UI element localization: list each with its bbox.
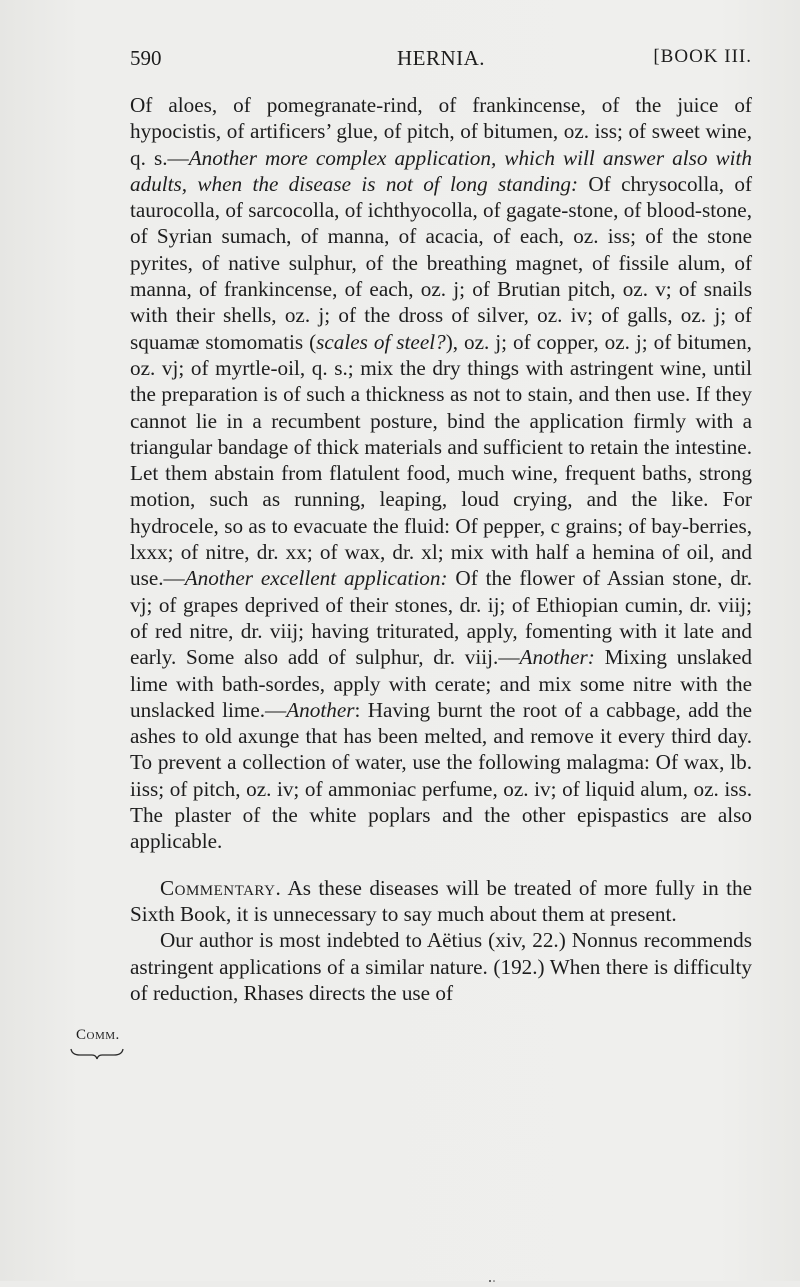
- italic-run: Another: [286, 697, 355, 722]
- commentary-text: As these diseases will be treated of more fully in the Sixth Book, it is unnecessary to say much about them at present.: [130, 875, 752, 926]
- paragraph-sources: Our author is most indebted to Aëtius (xiv, 22.) Nonnus recommends astringent applications of a similar nature. (192.) When there is difficulty of reduction, Rhases directs the use of: [130, 928, 752, 1005]
- running-header: [130, 46, 752, 76]
- margin-brace-icon: [70, 1046, 124, 1060]
- text-run: ), oz. j; of copper, oz. j; of bitumen, oz. vj; of myrtle-oil, q. s.; mix the dry things with astringent wine, until the preparation is of such a thickness as not to stain, and then use. If they cannot lie in a recumbent posture, bind the application firmly with a triangular bandage of thick materials and sufficient to retain the intestine. Let them abstain from flatulent food, much wine, frequent baths, strong motion, such as running, leaping, loud crying, and the like. For hydrocele, so as to evacuate the fluid: Of pepper, c grains; of bay-berries, lxxx; of nitre, dr. xx; of wax, dr. xl; mix with half a hemina of oil, and use.—: [130, 329, 752, 591]
- running-title: HERNIA.: [396, 46, 486, 70]
- text-run: Mixing unslaked lime with bath-sordes, apply with cerate; and mix some nitre with the unslacked lime.—: [130, 645, 753, 722]
- margin-note-comm: Comm.: [76, 1027, 120, 1043]
- main-text: [130, 92, 752, 1006]
- text-run: Of aloes, of pomegranate-rind, of frankincense, of the juice of hypocistis, of artificers’ glue, of pitch, of bitumen, oz. iss; of sweet wine, q. s.—: [130, 93, 752, 170]
- italic-run: scales of steel?: [316, 329, 446, 354]
- italic-run: Another:: [519, 645, 595, 670]
- text-run: : Having burnt the root of a cabbage, add the ashes to old axunge that has been melted, and remove it every third day. To prevent a collection of water, use the following malagma: Of wax, lb. iiss; of pitch, oz. iv; of ammoniac perfume, oz. iv; of liquid alum, oz. iss. The plaster of the white poplars and the other epispastics are also applicable.: [130, 697, 752, 854]
- commentary-heading: Commentary.: [160, 875, 282, 900]
- italic-run: Another excellent application:: [184, 566, 448, 591]
- paragraph-recipes: [130, 92, 752, 855]
- paragraph-commentary: [130, 875, 752, 928]
- text-run: Of the flower of Assian stone, dr. vj; of grapes deprived of their stones, dr. ij; of Ethiopian cumin, dr. viij; of red nitre, dr. viij; having triturated, apply, fomenting with it late and early. Some also add of sulphur, dr. viij.—: [130, 566, 752, 670]
- book-label: [BOOK III.: [653, 46, 752, 67]
- page-number: 590: [130, 46, 162, 70]
- italic-run: Another more complex application, which will answer also with adults, when the disease is not of long standing:: [130, 145, 752, 196]
- print-speck: [488, 1268, 496, 1272]
- text-run: Of chrysocolla, of taurocolla, of sarcocolla, of ichthyocolla, of gagate-stone, of blood-stone, of Syrian sumach, of manna, of acacia, of each, oz. iss; of the stone pyrites, of native sulphur, of the breathing magnet, of fissile alum, of manna, of frankincense, of each, oz. j; of Brutian pitch, oz. v; of snails with their shells, oz. j; of the dross of silver, oz. iv; of galls, oz. j; of squamæ stomomatis (: [130, 171, 752, 354]
